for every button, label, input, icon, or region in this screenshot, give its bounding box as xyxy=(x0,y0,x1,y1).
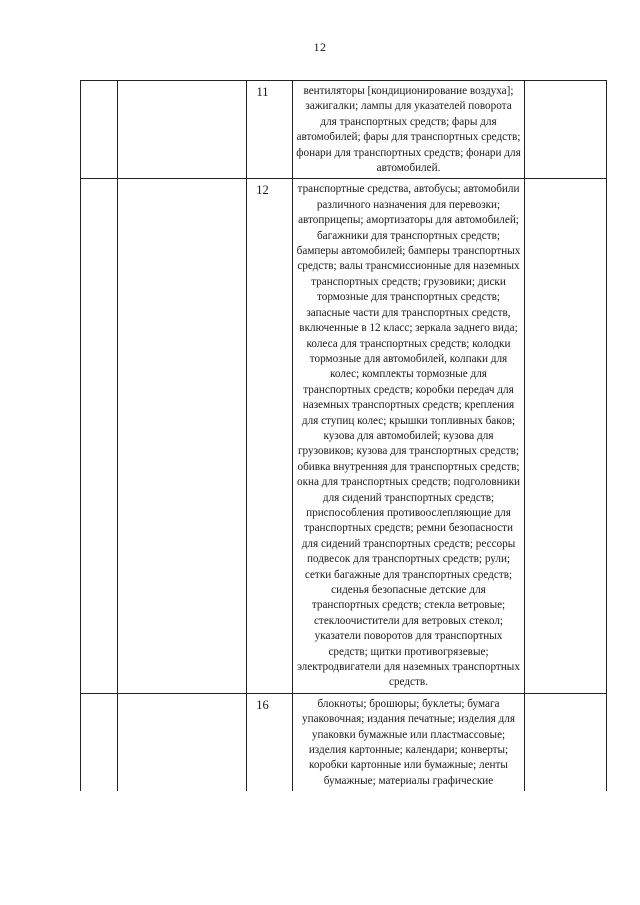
goods-list-cell: блокноты; брошюры; буклеты; бумага упаковочная; издания печатные; изделия для упаковки бумажные или пластмассовые; изделия картонные; календари; конверты; коробки картонные или бумажные; ленты бумажные; материалы графические xyxy=(293,693,525,791)
class-number-cell: 16 xyxy=(247,693,293,791)
class-number-cell: 11 xyxy=(247,81,293,179)
table-cell-empty xyxy=(81,81,118,179)
table-cell-empty xyxy=(118,179,247,693)
table-cell-empty xyxy=(81,179,118,693)
goods-classification-table xyxy=(80,80,607,791)
table-cell-empty xyxy=(118,693,247,791)
goods-list-cell: транспортные средства, автобусы; автомобили различного назначения для перевозки; автоприцепы; амортизаторы для автомобилей; багажники для транспортных средств; бамперы автомобилей; бамперы транспортных средств; валы трансмиссионные для наземных транспортных средств; грузовики; диски тормозные для транспортных средств; запасные части для транспортных средств, включенные в 12 класс; зеркала заднего вида; колеса для транспортных средств; колодки тормозные для автомобилей, колпаки для колес; комплекты тормозные для транспортных средств; коробки передач для наземных транспортных средств; крепления для ступиц колес; крышки топливных баков; кузова для автомобилей; кузова для грузовиков; кузова для транспортных средств; обивка внутренняя для транспортных средств; окна для транспортных средств; подголовники для сидений транспортных средств; приспособления противоослепляющие для транспортных средств; ремни безопасности для сидений транспортных средств; рессоры подвесок для транспортных средств; рули; сетки багажные для транспортных средств; сиденья безопасные детские для транспортных средств; стекла ветровые; стеклоочистители для ветровых стекол; указатели поворотов для транспортных средств; щитки противогрязевые; электродвигатели для наземных транспортных средств. xyxy=(293,179,525,693)
table-cell-empty xyxy=(118,81,247,179)
table-row xyxy=(81,179,607,693)
class-number-cell: 12 xyxy=(247,179,293,693)
table-cell-empty xyxy=(525,693,607,791)
table-cell-empty xyxy=(525,81,607,179)
goods-list-cell: вентиляторы [кондиционирование воздуха]; зажигалки; лампы для указателей поворота для транспортных средств; фары для автомобилей; фары для транспортных средств; фонари для транспортных средств; фонари для автомобилей. xyxy=(293,81,525,179)
page-number: 12 xyxy=(313,40,327,54)
table-cell-empty xyxy=(81,693,118,791)
table-cell-empty xyxy=(525,179,607,693)
table-row xyxy=(81,81,607,179)
table-row xyxy=(81,693,607,791)
